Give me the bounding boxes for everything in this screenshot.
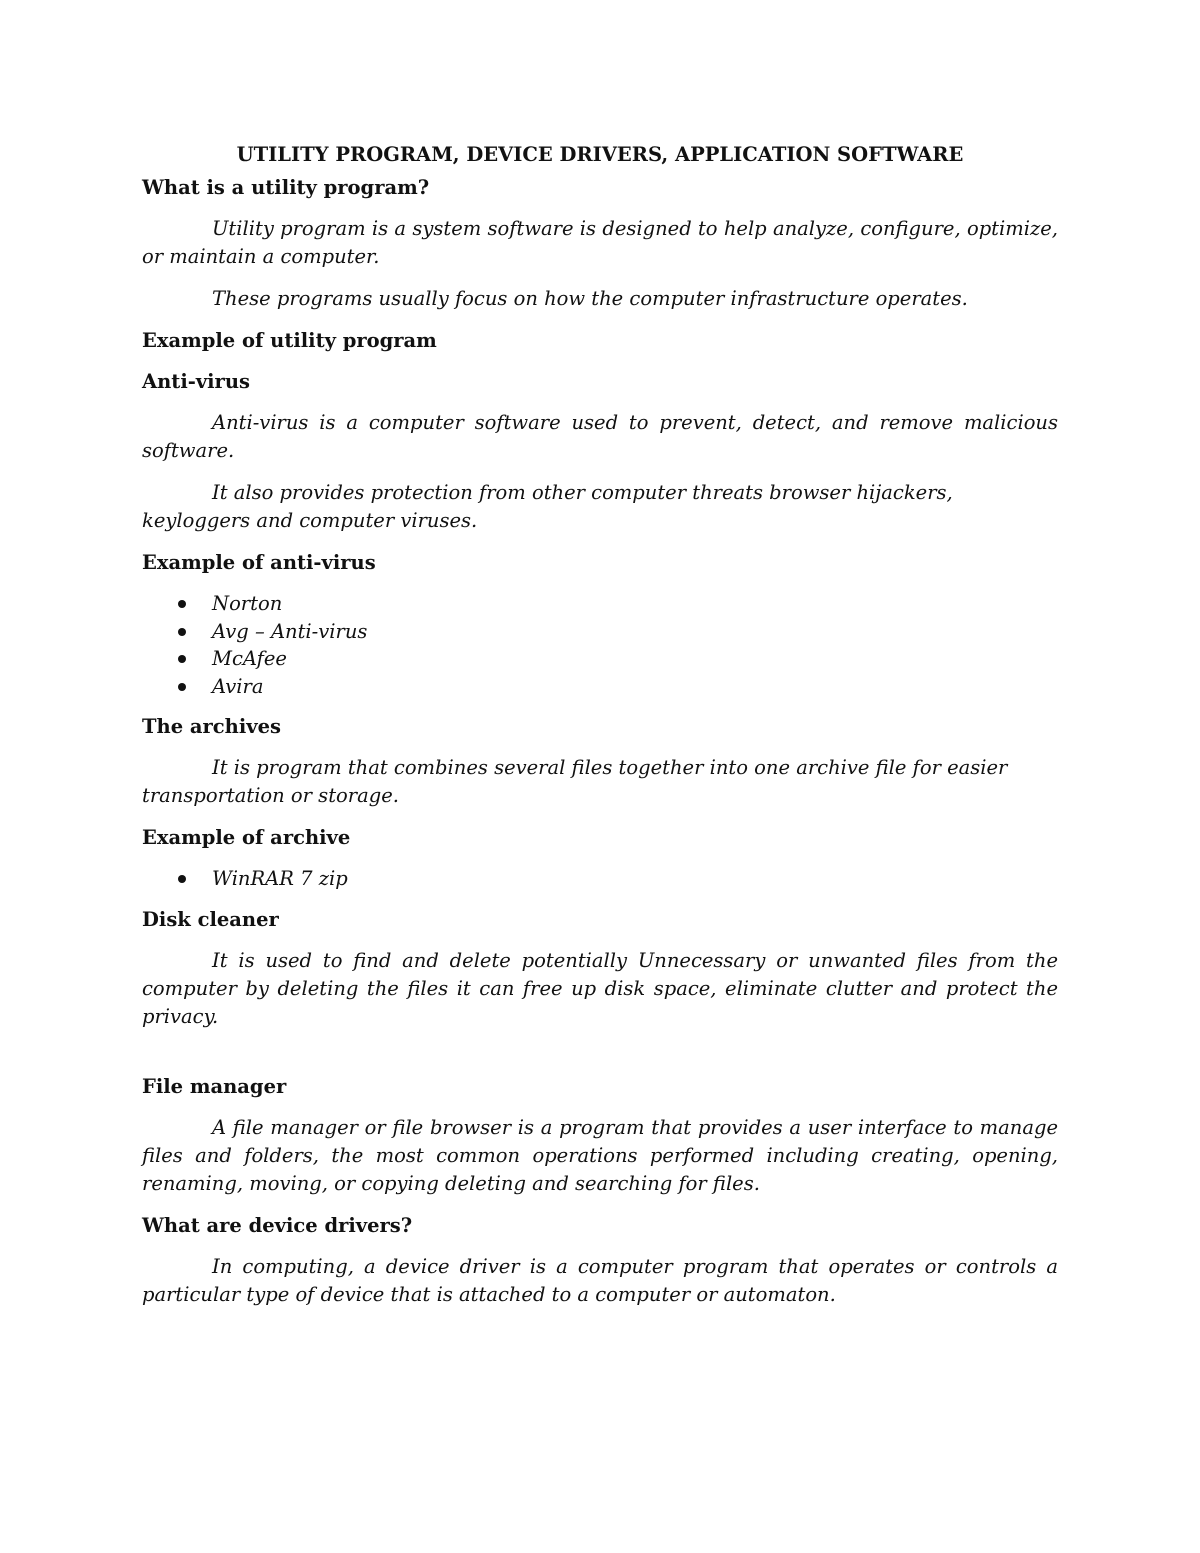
heading-device-drivers: What are device drivers? bbox=[142, 1213, 413, 1237]
paragraph-antivirus-protection: It also provides protection from other computer threats browser hijackers, keyloggers and computer viruses. bbox=[142, 481, 953, 532]
heading-archives: The archives bbox=[142, 715, 281, 738]
paragraph-file-manager-definition: A file manager or file browser is a program that provides a user interface to manage files and folders, the most common operations performed including creating, opening, renaming, moving, or copying deleting and searching for files. bbox=[142, 1115, 1058, 1195]
heading-example-archive: Example of archive bbox=[142, 826, 351, 849]
list-item bbox=[142, 673, 1058, 701]
heading-what-is-utility: What is a utility program? bbox=[142, 176, 430, 199]
list-item bbox=[142, 865, 1058, 893]
document-page bbox=[142, 140, 1058, 1323]
paragraph-antivirus-definition: Anti-virus is a computer software used to prevent, detect, and remove malicious software. bbox=[142, 411, 1058, 462]
paragraph-disk-cleaner-definition: It is used to find and delete potentially Unnecessary or unwanted files from the computer by deleting the files it can free up disk space, eliminate clutter and protect the privacy. bbox=[142, 948, 1058, 1028]
heading-example-utility: Example of utility program bbox=[142, 329, 437, 352]
list-item-text: WinRAR 7 zip bbox=[212, 867, 348, 890]
list-item bbox=[142, 590, 1058, 618]
document-title: UTILITY PROGRAM, DEVICE DRIVERS, APPLICATION SOFTWARE bbox=[236, 143, 964, 166]
paragraph-utility-definition: Utility program is a system software is designed to help analyze, configure, optimize, or maintain a computer. bbox=[142, 217, 1058, 268]
paragraph-archives-definition: It is program that combines several files together into one archive file for easier transportation or storage. bbox=[142, 756, 1008, 807]
bullet-icon bbox=[178, 600, 186, 608]
heading-example-antivirus: Example of anti-virus bbox=[142, 551, 376, 574]
bullet-icon bbox=[178, 875, 186, 883]
bullet-icon bbox=[178, 628, 186, 636]
paragraph-device-drivers-definition: In computing, a device driver is a computer program that operates or controls a particular type of device that is attached to a computer or automaton. bbox=[142, 1254, 1058, 1306]
heading-antivirus: Anti-virus bbox=[142, 370, 250, 393]
list-item-text: Avira bbox=[212, 674, 264, 698]
heading-file-manager: File manager bbox=[142, 1074, 287, 1098]
bullet-icon bbox=[178, 683, 186, 691]
antivirus-list bbox=[142, 590, 1058, 700]
list-item-text: McAfee bbox=[212, 647, 287, 670]
list-item-text: Norton bbox=[212, 592, 283, 615]
blank-line bbox=[142, 1045, 1058, 1073]
list-item bbox=[142, 618, 1058, 646]
paragraph-utility-focus: These programs usually focus on how the computer infrastructure operates. bbox=[212, 287, 968, 310]
heading-disk-cleaner: Disk cleaner bbox=[142, 907, 279, 931]
bullet-icon bbox=[178, 655, 186, 663]
list-item-text: Avg – Anti-virus bbox=[212, 619, 368, 643]
archive-list bbox=[142, 865, 1058, 893]
list-item bbox=[142, 645, 1058, 673]
